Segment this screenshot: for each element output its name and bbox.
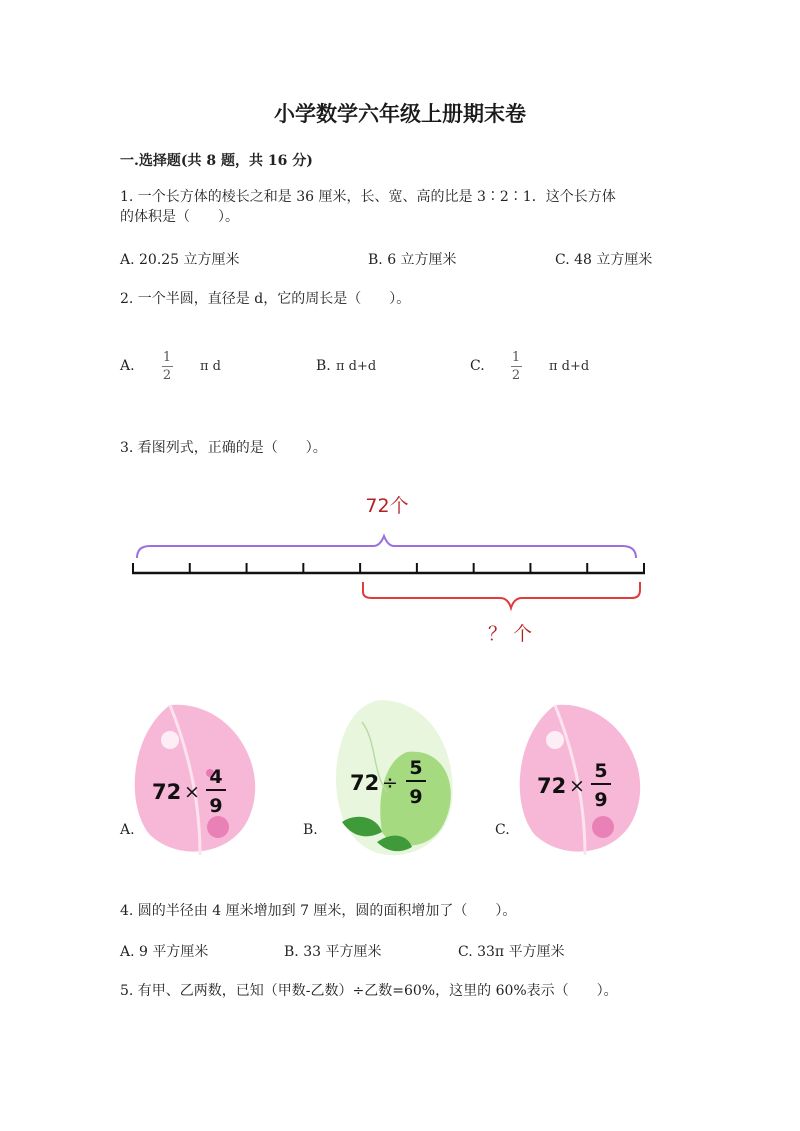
expr-operator: × xyxy=(569,775,585,797)
q4-option-a[interactable]: A. 9 平方厘米 xyxy=(120,944,209,960)
section-heading: 一.选择题(共 8 题，共 16 分) xyxy=(120,153,313,169)
pink-leaf-icon xyxy=(135,705,255,852)
expr-numerator: 5 xyxy=(594,760,608,782)
total-brace xyxy=(137,536,636,558)
expr-numerator: 5 xyxy=(409,757,423,779)
expr-whole: 72 xyxy=(152,780,182,804)
q2-option-c-text: π d+d xyxy=(549,359,590,374)
fraction-denominator: 2 xyxy=(511,368,521,383)
expr-whole: 72 xyxy=(350,771,380,795)
flower-icon xyxy=(592,816,614,838)
part-brace xyxy=(363,582,640,608)
expr-operator: ÷ xyxy=(382,772,398,794)
flower-icon xyxy=(161,731,179,749)
flower-icon xyxy=(546,731,564,749)
question-1 xyxy=(120,187,616,227)
fraction-bar xyxy=(162,366,173,367)
q2-option-c-label[interactable]: C. xyxy=(470,358,485,374)
q2-option-a-fraction xyxy=(161,350,173,383)
q2-option-b-label[interactable]: B. xyxy=(316,358,331,374)
part-label: ？ 个 xyxy=(487,623,533,645)
q2-option-b-text: π d+d xyxy=(336,359,377,374)
expr-numerator: 4 xyxy=(209,766,223,788)
total-label: 72个 xyxy=(365,495,409,517)
expr-denominator: 9 xyxy=(209,795,223,817)
q1-option-a[interactable]: A. 20.25 立方厘米 xyxy=(120,252,240,268)
question-1-line1: 1. 一个长方体的棱长之和是 36 厘米，长、宽、高的比是 3∶2∶1．这个长方体 xyxy=(120,189,616,205)
question-3: 3. 看图列式，正确的是（ ）。 xyxy=(120,440,327,456)
question-1-line2: 的体积是（ ）。 xyxy=(120,209,239,225)
q3-option-b-label[interactable]: B. xyxy=(303,822,318,838)
flower-icon xyxy=(207,816,229,838)
fraction-numerator: 1 xyxy=(162,350,172,365)
page-title: 小学数学六年级上册期末卷 xyxy=(274,101,526,126)
fraction-denominator: 2 xyxy=(162,368,172,383)
q2-option-a-text: π d xyxy=(200,359,221,374)
fraction-numerator: 1 xyxy=(511,350,521,365)
segment-diagram xyxy=(0,490,800,650)
expr-whole: 72 xyxy=(537,774,567,798)
q3-option-b-card[interactable] xyxy=(322,692,462,862)
q3-option-c-label[interactable]: C. xyxy=(495,822,510,838)
expr-denominator: 9 xyxy=(409,786,423,808)
expr-denominator: 9 xyxy=(594,789,608,811)
q4-option-b[interactable]: B. 33 平方厘米 xyxy=(284,944,382,960)
q1-option-c[interactable]: C. 48 立方厘米 xyxy=(555,252,653,268)
expr-operator: × xyxy=(184,781,200,803)
q4-option-c[interactable]: C. 33π 平方厘米 xyxy=(458,944,565,960)
q2-option-c-fraction xyxy=(510,350,522,383)
question-4: 4. 圆的半径由 4 厘米增加到 7 厘米，圆的面积增加了（ ）。 xyxy=(120,903,517,919)
fraction-bar xyxy=(511,366,522,367)
q3-option-a-card[interactable] xyxy=(130,695,270,865)
q3-option-c-card[interactable] xyxy=(515,695,655,865)
q1-option-b[interactable]: B. 6 立方厘米 xyxy=(368,252,457,268)
question-5: 5. 有甲、乙两数，已知（甲数-乙数）÷乙数=60%，这里的 60%表示（ ）。 xyxy=(120,983,618,999)
q2-option-a-label[interactable]: A. xyxy=(120,358,135,374)
question-2: 2. 一个半圆，直径是 d，它的周长是（ ）。 xyxy=(120,291,411,307)
q3-option-a-label[interactable]: A. xyxy=(120,822,135,838)
